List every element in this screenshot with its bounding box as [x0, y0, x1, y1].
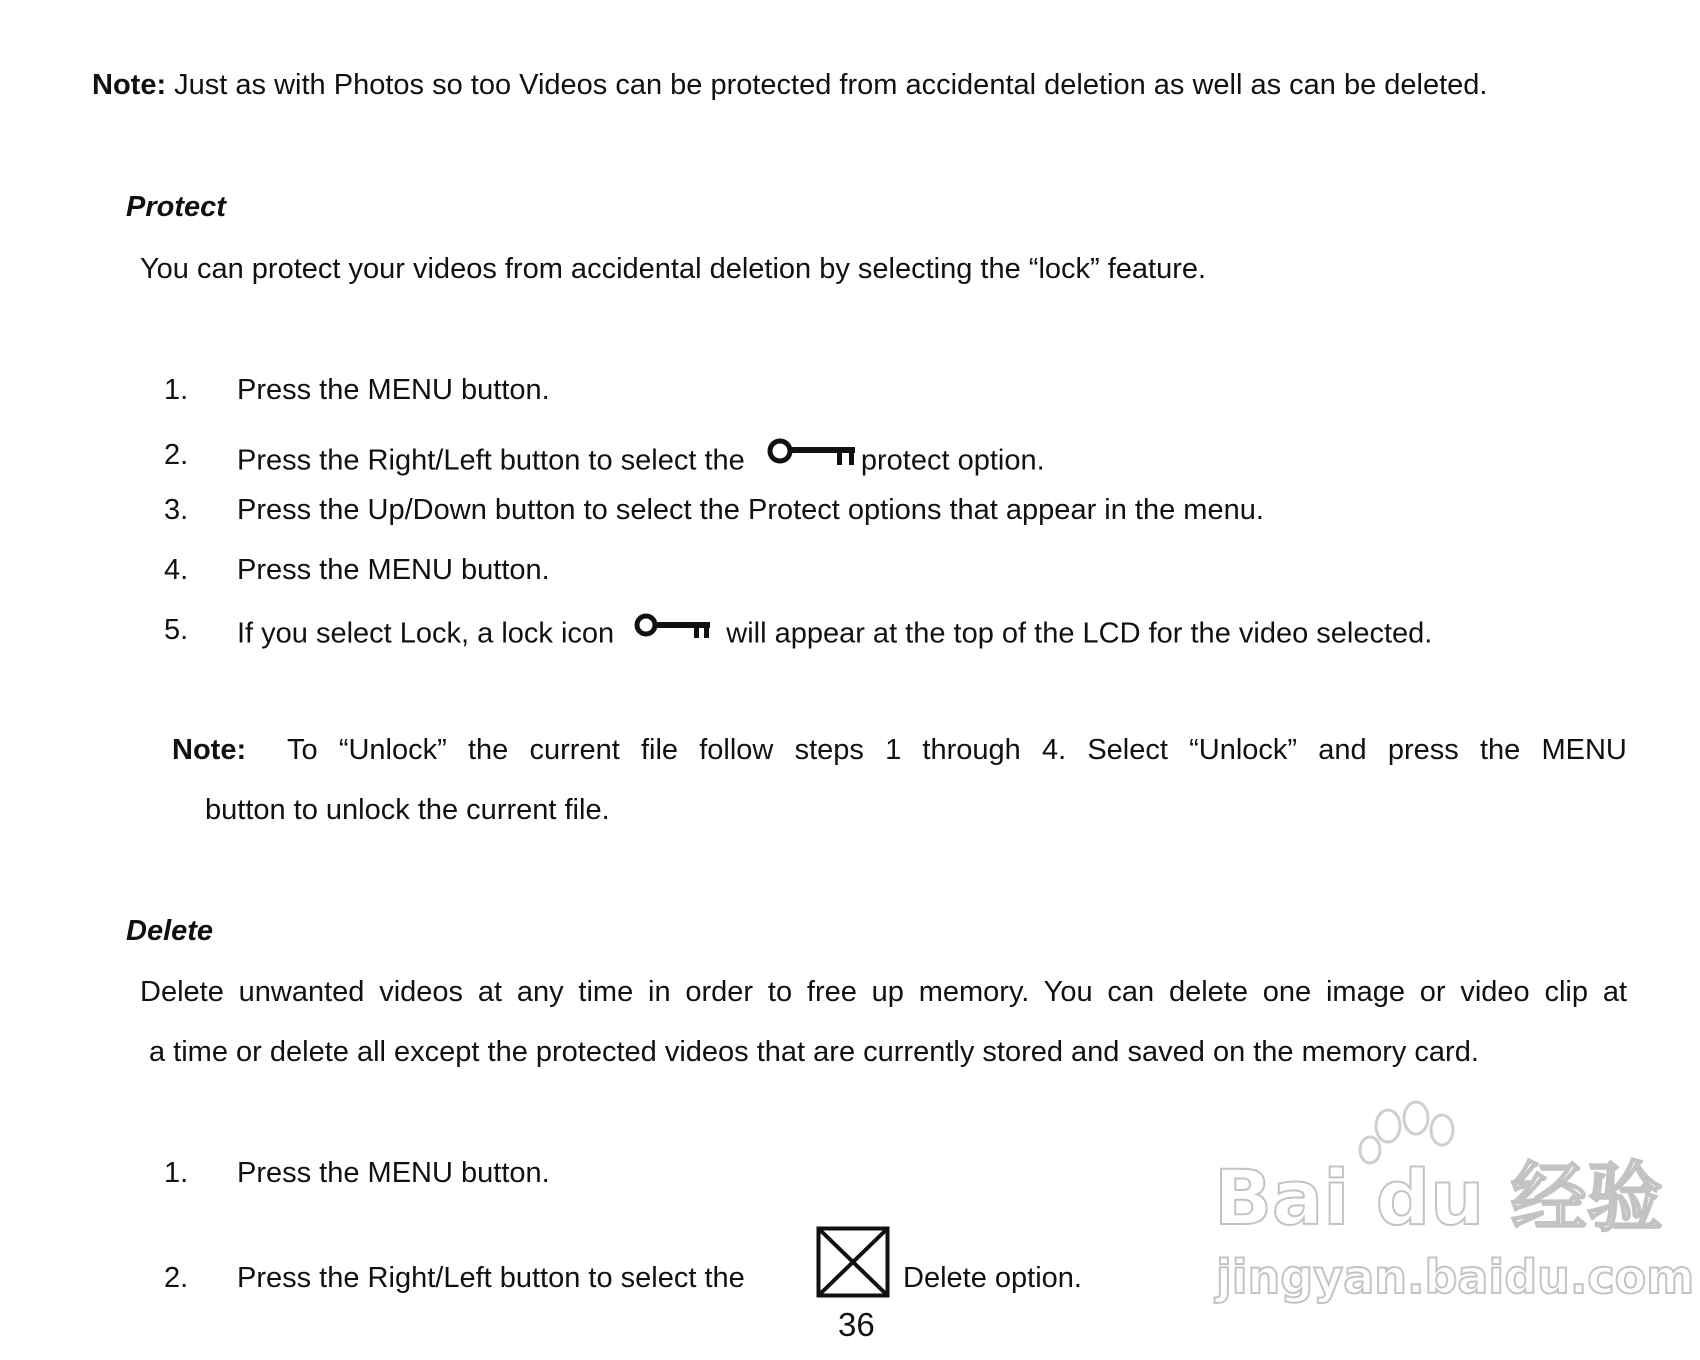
- step-text-before: Press the Right/Left button to select the: [237, 1262, 745, 1294]
- delete-heading: Delete: [126, 915, 214, 947]
- word: MENU: [1541, 734, 1627, 766]
- protect-intro: You can protect your videos from accidental deletion by selecting the “lock” feature.: [140, 253, 1207, 285]
- delete-intro-line1: Delete unwanted videos at any time in order to free up memory. You can delete one image or video clip at: [140, 976, 1627, 1008]
- key-icon: [634, 612, 714, 650]
- watermark-brand: Bai du 经验: [1214, 1153, 1663, 1242]
- page-number: 36: [838, 1306, 875, 1343]
- word: file: [640, 734, 679, 766]
- word: steps: [794, 734, 864, 766]
- step-text: [237, 1264, 745, 1293]
- step-number: 3.: [164, 494, 189, 526]
- word: Select: [1087, 734, 1168, 766]
- step-text: [237, 616, 1432, 654]
- step-text: Press the MENU button.: [237, 554, 550, 586]
- watermark-url: jingyan.baidu.com: [1216, 1250, 1695, 1304]
- step-number: 1.: [164, 1157, 189, 1189]
- word: 4.: [1041, 734, 1067, 766]
- step-number: 1.: [164, 374, 189, 406]
- protect-note-line1: [287, 736, 1627, 765]
- note-text: Just as with Photos so too Videos can be protected from accidental deletion as well as can be deleted.: [174, 69, 1488, 101]
- step-text: Press the Up/Down button to select the Protect options that appear in the menu.: [237, 494, 1264, 526]
- step-text: Press the MENU button.: [237, 1157, 550, 1189]
- note-label: Note:: [92, 69, 167, 101]
- step-number: 4.: [164, 554, 189, 586]
- word: “Unlock”: [338, 734, 447, 766]
- step-text: Press the MENU button.: [237, 374, 550, 406]
- word: the: [1479, 734, 1521, 766]
- watermark-logo: [1210, 1100, 1695, 1320]
- key-icon: [767, 435, 859, 477]
- step-text-after: protect option.: [860, 444, 1045, 477]
- word: and: [1318, 734, 1367, 766]
- protect-heading: Protect: [126, 191, 226, 223]
- step-text-after: Delete option.: [903, 1262, 1082, 1294]
- step-number: 2.: [164, 1262, 189, 1294]
- step-number: 2.: [164, 439, 189, 471]
- step-number: 5.: [164, 614, 189, 646]
- top-note: [92, 71, 1487, 100]
- word: press: [1387, 734, 1459, 766]
- protect-note-label: Note:: [172, 734, 247, 766]
- word: “Unlock”: [1189, 734, 1298, 766]
- protect-note-line2: button to unlock the current file.: [205, 794, 610, 826]
- word: To: [287, 734, 318, 766]
- delete-intro-line2: a time or delete all except the protected videos that are currently stored and saved on the memory card.: [149, 1036, 1479, 1068]
- step-text-before: If you select Lock, a lock icon: [237, 617, 615, 650]
- word: 1: [885, 734, 902, 766]
- step-text-before: Press the Right/Left button to select the: [237, 444, 745, 477]
- word: current: [529, 734, 620, 766]
- step-text-after: will appear at the top of the LCD for the video selected.: [726, 617, 1433, 650]
- word: the: [467, 734, 509, 766]
- word: through: [922, 734, 1021, 766]
- delete-box-icon: [816, 1226, 890, 1304]
- word: follow: [699, 734, 774, 766]
- step-text: [237, 441, 1045, 483]
